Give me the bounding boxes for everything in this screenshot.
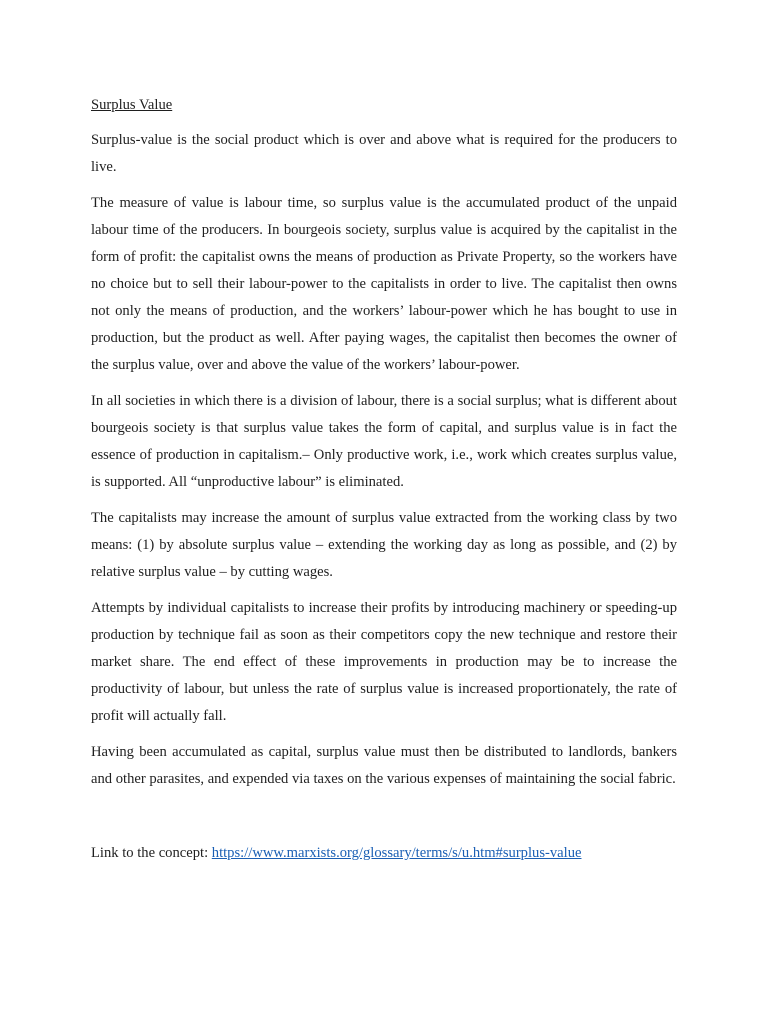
paragraph-definition: Surplus-value is the social product which is over and above what is required for the producers to live. (91, 132, 677, 175)
document-title: Surplus Value (91, 97, 173, 113)
paragraph-competition: Attempts by individual capitalists to increase their profits by introducing machinery or speeding-up production by technique fail as soon as their competitors copy the new technique and restore their market share. The end effect of these improvements in production may be to increase the productivity of labour, but unless the rate of surplus value is increased proportionately, the rate of profit will actually fall. (91, 600, 677, 724)
paragraph-distribution: Having been accumulated as capital, surplus value must then be distributed to landlords, bankers and other parasites, and expended via taxes on the various expenses of maintaining the social fabric. (91, 744, 677, 787)
concept-link[interactable]: https://www.marxists.org/glossary/terms/s/u.htm#surplus-value (211, 845, 582, 861)
document-body (91, 92, 677, 882)
paragraph-increase-methods: The capitalists may increase the amount of surplus value extracted from the working class by two means: (1) by absolute surplus value – extending the working day as long as possible, and (2) by relative surplus value – by cutting wages. (91, 510, 677, 580)
paragraph-measure-of-value: The measure of value is labour time, so surplus value is the accumulated product of the unpaid labour time of the producers. In bourgeois society, surplus value is acquired by the capitalist in the form of profit: the capitalist owns the means of production as Private Property, so the workers have no choice but to sell their labour-power to the capitalists in order to live. The capitalist then owns not only the means of production, and the workers’ labour-power which he has bought to use in production, but the product as well. After paying wages, the capitalist then becomes the owner of the surplus value, over and above the value of the workers’ labour-power. (91, 195, 677, 373)
concept-link-line (91, 840, 677, 867)
concept-link-prefix: Link to the concept: (91, 845, 212, 861)
paragraph-division-of-labour: In all societies in which there is a division of labour, there is a social surplus; what is different about bourgeois society is that surplus value takes the form of capital, and surplus value is in fact the essence of production in capitalism.– Only productive work, i.e., work which creates surplus value, is supported. All “unproductive labour” is eliminated. (91, 393, 677, 490)
